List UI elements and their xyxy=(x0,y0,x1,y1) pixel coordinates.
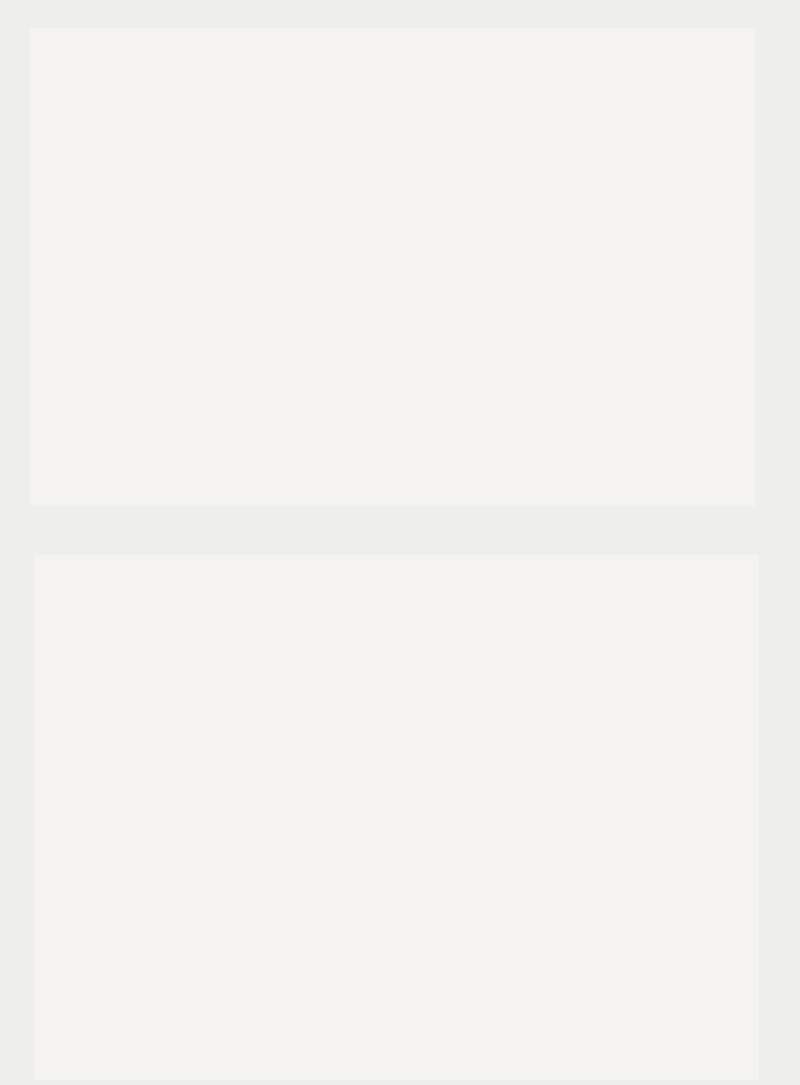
bottom-page xyxy=(34,555,759,1080)
top-page xyxy=(30,28,755,506)
